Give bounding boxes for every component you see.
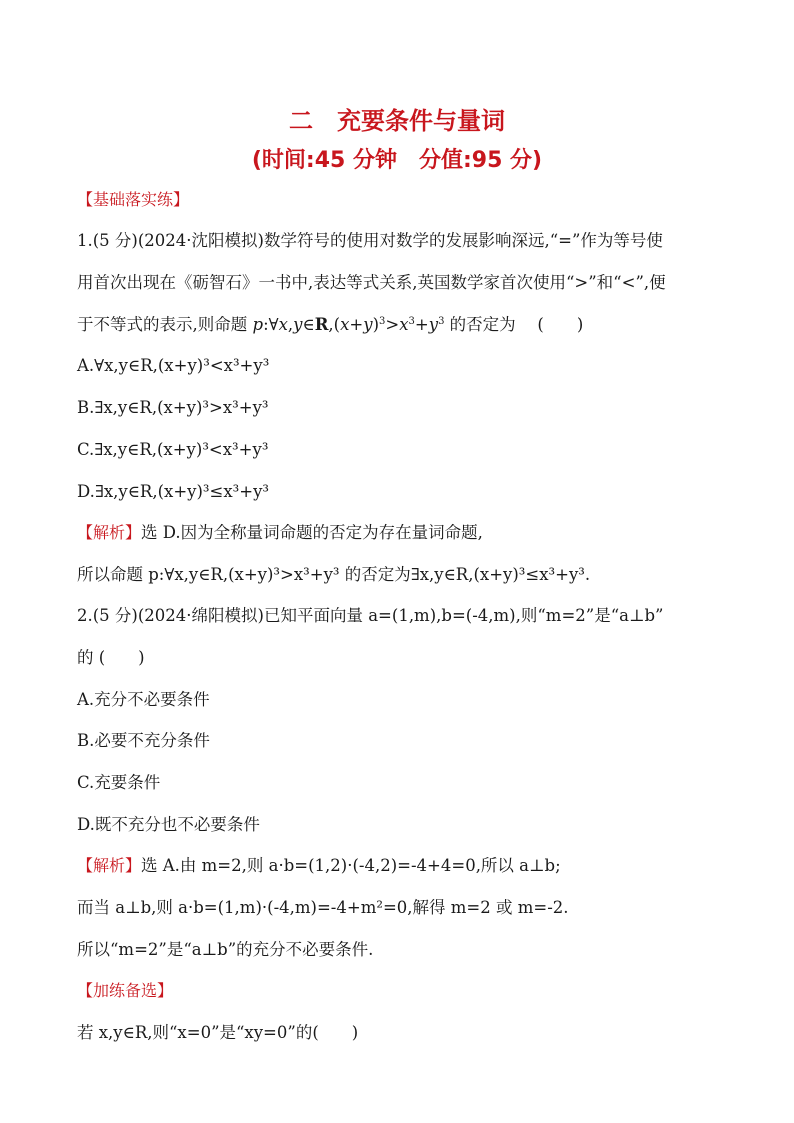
q1-line-3 [77, 313, 583, 337]
q1-line-3-part: + [349, 315, 364, 334]
page-subtitle: (时间:45 分钟 分值:95 分) [251, 148, 543, 173]
q2-option-a: A.充分不必要条件 [77, 690, 210, 709]
q1-line-3-part: y [293, 315, 303, 334]
q1-line-3-part: ) [372, 315, 380, 334]
q1-option-a: A.∀x,y∈R,(x+y)³<x³+y³ [77, 356, 270, 375]
analysis-tag: 【解析】 [77, 523, 142, 542]
q2-analysis-line-2: 而当 a⊥b,则 a·b=(1,m)·(-4,m)=-4+m²=0,解得 m=2 或 m=-2. [77, 898, 569, 917]
q2-line-2: 的 ( ) [77, 648, 145, 667]
q1-line-3-part: 3 [438, 316, 445, 327]
q1-analysis-line-1 [77, 521, 483, 545]
q1-line-3-part: x [278, 315, 288, 334]
q1-line-3-part: p [252, 315, 264, 334]
q2-option-c: C.充要条件 [77, 773, 161, 792]
q1-line-3-part: y [363, 315, 373, 334]
page-title: 二 充要条件与量词 [289, 107, 505, 135]
analysis-tag: 【解析】 [77, 856, 142, 875]
q1-option-b: B.∃x,y∈R,(x+y)³>x³+y³ [77, 398, 269, 417]
q2-analysis-text-1: 选 A.由 m=2,则 a·b=(1,2)·(-4,2)=-4+4=0,所以 a⊥b; [141, 856, 561, 875]
q1-line-1: 1.(5 分)(2024·沈阳模拟)数学符号的使用对数学的发展影响深远,“=”作为等号使 [77, 231, 663, 250]
q2-analysis-line-3: 所以“m=2”是“a⊥b”的充分不必要条件. [77, 940, 374, 959]
q1-line-3-part: x [399, 315, 409, 334]
q1-line-3-part: ∈ [302, 315, 315, 334]
q1-line-3-part: 的否定为 ( ) [444, 315, 584, 334]
q1-line-3-part: 3 [379, 316, 386, 327]
q1-line-3-part: , [287, 315, 294, 334]
q1-line-3-part: x [340, 315, 350, 334]
q2-option-b: B.必要不充分条件 [77, 731, 210, 750]
q1-line-3-part: ,( [328, 315, 341, 334]
q3-line-1: 若 x,y∈R,则“x=0”是“xy=0”的( ) [77, 1023, 359, 1042]
q2-option-d: D.既不充分也不必要条件 [77, 815, 260, 834]
q1-line-3-part: 于不等式的表示,则命题 [77, 315, 253, 334]
q1-operator: + [414, 315, 429, 334]
section-basic-heading: 【基础落实练】 [77, 190, 190, 209]
q2-analysis-line-1 [77, 854, 561, 878]
q1-analysis-text-1: 选 D.因为全称量词命题的否定为存在量词命题, [141, 523, 483, 542]
q1-line-2: 用首次出现在《砺智石》一书中,表达等式关系,英国数学家首次使用“>”和“<”,便 [77, 273, 666, 292]
q1-exponent: 3 [408, 316, 415, 327]
q1-line-3-part: :∀ [263, 315, 279, 334]
q1-option-c: C.∃x,y∈R,(x+y)³<x³+y³ [77, 440, 269, 459]
q1-analysis-line-2: 所以命题 p:∀x,y∈R,(x+y)³>x³+y³ 的否定为∃x,y∈R,(x+y)³≤x³+y³. [77, 565, 591, 584]
q1-option-d: D.∃x,y∈R,(x+y)³≤x³+y³ [77, 482, 270, 501]
q1-line-3-part: > [385, 315, 400, 334]
q2-line-1: 2.(5 分)(2024·绵阳模拟)已知平面向量 a=(1,m),b=(-4,m),则“m=2”是“a⊥b” [77, 606, 664, 625]
q1-line-3-part: R [314, 315, 329, 334]
section-extra-heading: 【加练备选】 [77, 981, 174, 1000]
q1-line-3-part: y [428, 315, 439, 334]
